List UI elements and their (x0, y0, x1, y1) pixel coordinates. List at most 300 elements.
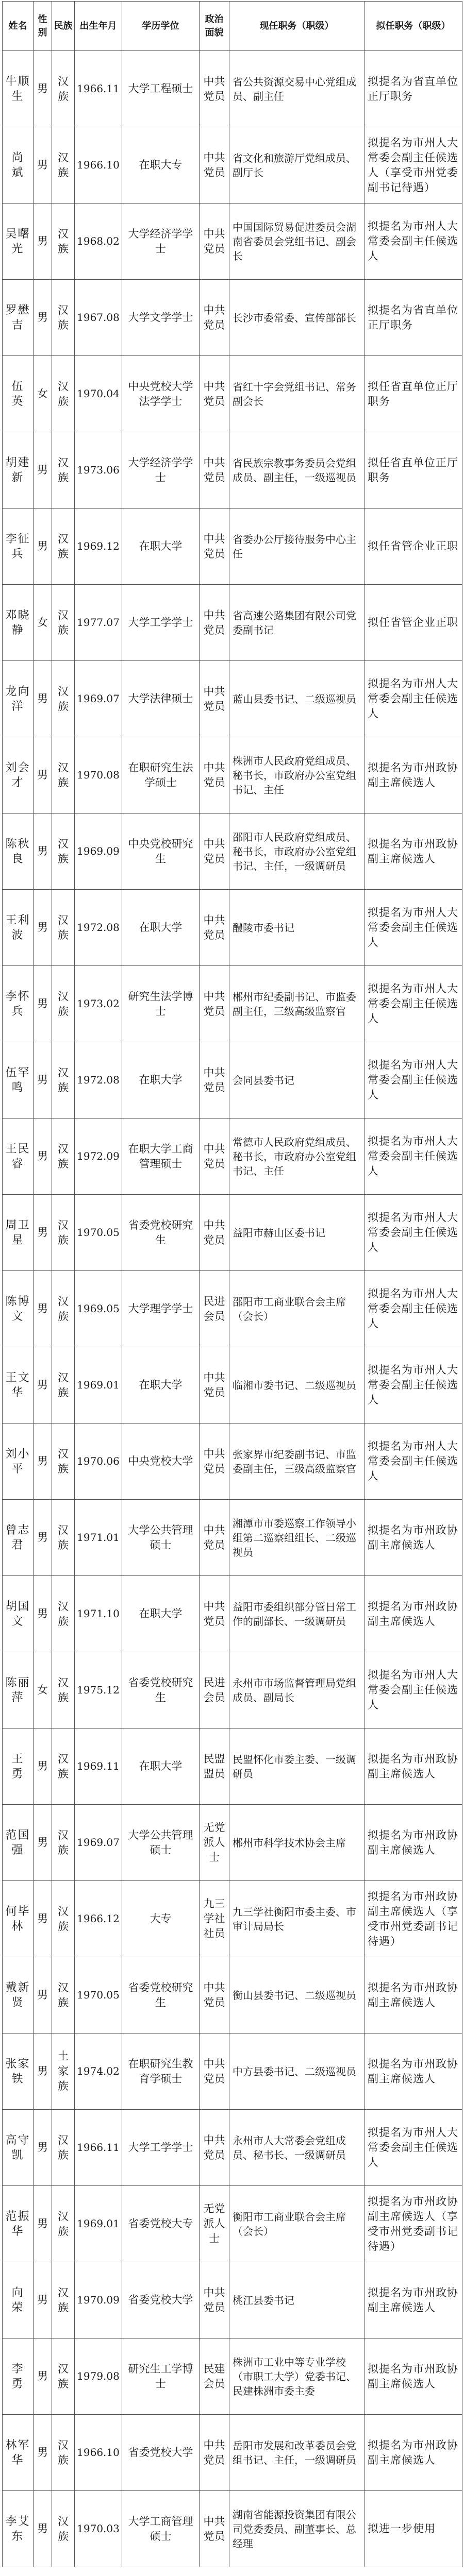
cell-gender: 男 (34, 2033, 52, 2110)
cell-education: 在职大学 (122, 1042, 200, 1118)
cell-gender: 男 (34, 1347, 52, 1423)
cell-ethnicity: 汉族 (52, 1500, 75, 1576)
cell-gender: 女 (34, 356, 52, 432)
table-row (3, 814, 462, 890)
cell-birth: 1966.12 (75, 1881, 122, 1957)
cell-name: 陈博文 (3, 1271, 34, 1347)
cell-name: 高守凯 (3, 2110, 34, 2186)
cell-ethnicity: 汉族 (52, 2186, 75, 2262)
cell-ethnicity: 汉族 (52, 2491, 75, 2567)
cell-party: 中共党员 (200, 509, 229, 585)
cell-party: 中共党员 (200, 966, 229, 1042)
cell-gender: 男 (34, 1728, 52, 1805)
cell-nominated-position: 拟提名为市州人大常委会副主任候选人 (364, 1347, 462, 1423)
cell-gender: 男 (34, 51, 52, 127)
cell-current-position: 郴州市纪委副书记、市监委副主任，三级高级监察官 (229, 966, 364, 1042)
cell-party: 中共党员 (200, 1347, 229, 1423)
table-row (3, 2110, 462, 2186)
cell-name: 伍罕鸣 (3, 1042, 34, 1118)
cell-birth: 1969.11 (75, 1728, 122, 1805)
cell-nominated-position: 拟提名为市州政协副主席候选人 (364, 1500, 462, 1576)
cell-gender: 男 (34, 432, 52, 509)
cell-nominated-position: 拟任省管企业正职 (364, 509, 462, 585)
cell-birth: 1970.04 (75, 356, 122, 432)
cell-birth: 1975.12 (75, 1652, 122, 1728)
cell-name: 曾志君 (3, 1500, 34, 1576)
cell-party: 中共党员 (200, 1576, 229, 1652)
cell-gender: 男 (34, 890, 52, 966)
table-row (3, 1652, 462, 1728)
cell-gender: 男 (34, 2262, 52, 2338)
cell-gender: 男 (34, 1805, 52, 1881)
cell-name: 李征兵 (3, 509, 34, 585)
cell-party: 中共党员 (200, 2110, 229, 2186)
cell-ethnicity: 汉族 (52, 356, 75, 432)
cell-birth: 1973.06 (75, 432, 122, 509)
cell-name: 何毕林 (3, 1881, 34, 1957)
cell-gender: 女 (34, 1652, 52, 1728)
table-row (3, 737, 462, 814)
cell-ethnicity: 汉族 (52, 1042, 75, 1118)
cell-party: 中共党员 (200, 204, 229, 280)
cell-party: 中共党员 (200, 1957, 229, 2033)
cell-party: 中共党员 (200, 1500, 229, 1576)
cell-birth: 1979.08 (75, 2338, 122, 2415)
table-row (3, 966, 462, 1042)
cell-gender: 男 (34, 966, 52, 1042)
cell-birth: 1967.08 (75, 280, 122, 356)
cell-ethnicity: 汉族 (52, 2262, 75, 2338)
cell-gender: 男 (34, 2186, 52, 2262)
table-row (3, 1805, 462, 1881)
cell-current-position: 张家界市纪委副书记、市监委副主任，三级高级监察官 (229, 1423, 364, 1500)
cell-gender: 男 (34, 814, 52, 890)
cell-ethnicity: 汉族 (52, 1728, 75, 1805)
cell-ethnicity: 汉族 (52, 1957, 75, 2033)
cell-birth: 1977.07 (75, 585, 122, 661)
header-current-position: 现任职务（职级） (229, 2, 364, 51)
cell-nominated-position: 拟提名为市州政协副主席候选人 (364, 1576, 462, 1652)
table-row (3, 432, 462, 509)
cell-ethnicity: 土家族 (52, 2033, 75, 2110)
cell-nominated-position: 拟提名为市州政协副主席候选人 (364, 2415, 462, 2491)
cell-ethnicity: 汉族 (52, 51, 75, 127)
cell-ethnicity: 汉族 (52, 1805, 75, 1881)
cell-name: 张家铁 (3, 2033, 34, 2110)
table-row (3, 585, 462, 661)
cell-current-position: 临湘市委书记、二级巡视员 (229, 1347, 364, 1423)
cell-nominated-position: 拟提名为市州政协副主席候选人 (364, 737, 462, 814)
cell-ethnicity: 汉族 (52, 432, 75, 509)
cell-birth: 1966.11 (75, 2110, 122, 2186)
cell-birth: 1966.10 (75, 2415, 122, 2491)
table-row (3, 356, 462, 432)
table-row (3, 1195, 462, 1271)
cell-name: 戴新贤 (3, 1957, 34, 2033)
cell-education: 大学公共管理硕士 (122, 1805, 200, 1881)
cell-ethnicity: 汉族 (52, 2338, 75, 2415)
cell-party: 中共党员 (200, 1423, 229, 1500)
cell-nominated-position: 拟提名为市州人大常委会副主任候选人 (364, 1042, 462, 1118)
cell-name: 王文华 (3, 1347, 34, 1423)
cell-ethnicity: 汉族 (52, 280, 75, 356)
cell-party: 民进会员 (200, 1652, 229, 1728)
cell-current-position: 湘潭市市委巡察工作领导小组第二巡察组组长、二级巡视员 (229, 1500, 364, 1576)
cell-current-position: 邵阳市工商业联合会主席（会长） (229, 1271, 364, 1347)
cell-current-position: 省文化和旅游厅党组成员、副厅长 (229, 127, 364, 204)
cell-nominated-position: 拟提名为市州政协副主席候选人（享受市州党委副书记待遇） (364, 1881, 462, 1957)
cell-birth: 1969.07 (75, 1805, 122, 1881)
table-row (3, 127, 462, 204)
cell-party: 中共党员 (200, 356, 229, 432)
table-row (3, 661, 462, 737)
header-education: 学历学位 (122, 2, 200, 51)
table-row (3, 204, 462, 280)
cell-birth: 1970.06 (75, 1423, 122, 1500)
cell-name: 李怀兵 (3, 966, 34, 1042)
table-row (3, 1347, 462, 1423)
cell-party: 中共党员 (200, 432, 229, 509)
cell-nominated-position: 拟提名为市州人大常委会副主任候选人 (364, 1423, 462, 1500)
cell-ethnicity: 汉族 (52, 1881, 75, 1957)
cell-name: 范振华 (3, 2186, 34, 2262)
cell-name: 李 勇 (3, 2338, 34, 2415)
table-row (3, 1118, 462, 1195)
cell-name: 李艾东 (3, 2491, 34, 2567)
cell-nominated-position: 拟提名为市州人大常委会副主任候选人 (364, 1271, 462, 1347)
cell-current-position: 常德市人民政府党组成员、秘书长，市政府办公室党组书记、主任 (229, 1118, 364, 1195)
cell-name: 牛顺生 (3, 51, 34, 127)
cell-name: 吴曙光 (3, 204, 34, 280)
cell-party: 无党派人士 (200, 1805, 229, 1881)
cell-birth: 1972.08 (75, 890, 122, 966)
cell-birth: 1971.01 (75, 1500, 122, 1576)
cell-name: 周卫星 (3, 1195, 34, 1271)
cell-party: 民进会员 (200, 1271, 229, 1347)
cell-nominated-position: 拟提名为市州政协副主席候选人 (364, 1805, 462, 1881)
cell-education: 在职研究生法学硕士 (122, 737, 200, 814)
cell-education: 在职大学 (122, 1576, 200, 1652)
cell-education: 大学经济学学士 (122, 432, 200, 509)
cell-current-position: 益阳市委组织部分管日常工作的副部长、一级调研员 (229, 1576, 364, 1652)
cell-party: 中共党员 (200, 2415, 229, 2491)
cell-ethnicity: 汉族 (52, 1271, 75, 1347)
cell-current-position: 省红十字会党组书记、常务副会长 (229, 356, 364, 432)
cell-current-position: 醴陵市委书记 (229, 890, 364, 966)
cell-gender: 男 (34, 1195, 52, 1271)
cell-current-position: 株洲市工业中等专业学校（市职工大学）党委书记、民建株洲市委主委 (229, 2338, 364, 2415)
cell-birth: 1970.08 (75, 737, 122, 814)
cell-education: 在职大学工商管理硕士 (122, 1118, 200, 1195)
table-row (3, 1728, 462, 1805)
cell-party: 九三学社社员 (200, 1881, 229, 1957)
cell-current-position: 株洲市人民政府党组成员、秘书长，市政府办公室党组书记、主任 (229, 737, 364, 814)
cell-name: 王利波 (3, 890, 34, 966)
cell-party: 中共党员 (200, 737, 229, 814)
cell-birth: 1972.08 (75, 1042, 122, 1118)
cell-nominated-position: 拟提名为市州政协副主席候选人 (364, 1728, 462, 1805)
cell-name: 王民睿 (3, 1118, 34, 1195)
candidate-table (2, 1, 462, 2567)
cell-gender: 女 (34, 585, 52, 661)
table-body (3, 51, 462, 2567)
cell-ethnicity: 汉族 (52, 204, 75, 280)
cell-party: 民盟盟员 (200, 1728, 229, 1805)
cell-gender: 男 (34, 1881, 52, 1957)
cell-current-position: 桃江县委书记 (229, 2262, 364, 2338)
cell-current-position: 九三学社衡阳市委主委、市审计局局长 (229, 1881, 364, 1957)
cell-gender: 男 (34, 1042, 52, 1118)
cell-education: 在职大专 (122, 127, 200, 204)
cell-current-position: 中国国际贸易促进委员会湖南省委员会党组书记、副会长 (229, 204, 364, 280)
cell-education: 大学经济学学士 (122, 204, 200, 280)
cell-name: 向 荣 (3, 2262, 34, 2338)
cell-birth: 1970.03 (75, 2491, 122, 2567)
cell-nominated-position: 拟提名为市州人大常委会副主任候选人 (364, 966, 462, 1042)
cell-name: 胡建新 (3, 432, 34, 509)
cell-current-position: 长沙市委常委、宣传部部长 (229, 280, 364, 356)
cell-gender: 男 (34, 737, 52, 814)
cell-current-position: 郴州市科学技术协会主席 (229, 1805, 364, 1881)
cell-ethnicity: 汉族 (52, 2110, 75, 2186)
cell-birth: 1969.05 (75, 1271, 122, 1347)
cell-nominated-position: 拟提名为省直单位正厅职务 (364, 51, 462, 127)
cell-ethnicity: 汉族 (52, 1576, 75, 1652)
table-row (3, 2186, 462, 2262)
cell-name: 罗懋吉 (3, 280, 34, 356)
cell-ethnicity: 汉族 (52, 814, 75, 890)
cell-name: 伍 英 (3, 356, 34, 432)
cell-nominated-position: 拟任省管企业正职 (364, 585, 462, 661)
table-row (3, 51, 462, 127)
table-row (3, 2338, 462, 2415)
cell-current-position: 衡阳市工商业联合会主席（会长） (229, 2186, 364, 2262)
cell-name: 范国强 (3, 1805, 34, 1881)
table-row (3, 1271, 462, 1347)
cell-name: 陈丽萍 (3, 1652, 34, 1728)
cell-nominated-position: 拟提名为市州人大常委会副主任候选人 (364, 204, 462, 280)
cell-birth: 1972.09 (75, 1118, 122, 1195)
cell-gender: 男 (34, 1423, 52, 1500)
table-row (3, 1423, 462, 1500)
cell-nominated-position: 拟提名为市州人大常委会副主任候选人 (364, 1195, 462, 1271)
cell-ethnicity: 汉族 (52, 509, 75, 585)
cell-party: 中共党员 (200, 1195, 229, 1271)
cell-gender: 男 (34, 204, 52, 280)
cell-party: 中共党员 (200, 661, 229, 737)
table-row (3, 1881, 462, 1957)
cell-ethnicity: 汉族 (52, 2415, 75, 2491)
cell-party: 中共党员 (200, 127, 229, 204)
header-name: 姓名 (3, 2, 34, 51)
cell-education: 中央党校大学法学学士 (122, 356, 200, 432)
cell-nominated-position: 拟提名为市州政协副主席候选人（享受市州党委副书记待遇） (364, 2186, 462, 2262)
cell-name: 龙向洋 (3, 661, 34, 737)
cell-birth: 1973.02 (75, 966, 122, 1042)
cell-nominated-position: 拟提名为市州政协副主席候选人 (364, 1957, 462, 2033)
header-gender: 性别 (34, 2, 52, 51)
cell-nominated-position: 拟提名为市州人大常委会副主任候选人（享受市州党委副书记待遇） (364, 127, 462, 204)
cell-ethnicity: 汉族 (52, 737, 75, 814)
cell-name: 刘小平 (3, 1423, 34, 1500)
cell-party: 无党派人士 (200, 2186, 229, 2262)
table-row (3, 890, 462, 966)
cell-education: 在职大学 (122, 1728, 200, 1805)
cell-gender: 男 (34, 1118, 52, 1195)
cell-nominated-position: 拟任省直单位正厅职务 (364, 432, 462, 509)
table-row (3, 1500, 462, 1576)
cell-gender: 男 (34, 2491, 52, 2567)
cell-birth: 1970.05 (75, 1957, 122, 2033)
cell-education: 中央党校大学 (122, 1423, 200, 1500)
cell-party: 中共党员 (200, 51, 229, 127)
cell-gender: 男 (34, 509, 52, 585)
cell-education: 大学工程硕士 (122, 51, 200, 127)
cell-education: 省委党校研究生 (122, 1957, 200, 2033)
cell-current-position: 邵阳市人民政府党组成员、秘书长，市政府办公室党组书记、主任，一级调研员 (229, 814, 364, 890)
cell-nominated-position: 拟提名为市州人大常委会副主任候选人 (364, 1118, 462, 1195)
cell-nominated-position: 拟提名为市州政协副主席候选人 (364, 2262, 462, 2338)
cell-current-position: 会同县委书记 (229, 1042, 364, 1118)
cell-birth: 1971.10 (75, 1576, 122, 1652)
cell-name: 邓晓静 (3, 585, 34, 661)
cell-nominated-position: 拟进一步使用 (364, 2491, 462, 2567)
cell-birth: 1970.05 (75, 1195, 122, 1271)
cell-party: 中共党员 (200, 2262, 229, 2338)
cell-party: 中共党员 (200, 814, 229, 890)
cell-current-position: 中方县委书记、二级巡视员 (229, 2033, 364, 2110)
cell-education: 省委党校研究生 (122, 1652, 200, 1728)
cell-current-position: 蓝山县委书记、二级巡视员 (229, 661, 364, 737)
cell-party: 民建会员 (200, 2338, 229, 2415)
cell-ethnicity: 汉族 (52, 890, 75, 966)
cell-ethnicity: 汉族 (52, 1118, 75, 1195)
cell-education: 大学理学学士 (122, 1271, 200, 1347)
table-row (3, 2262, 462, 2338)
table-row (3, 280, 462, 356)
table-header (3, 2, 462, 51)
cell-gender: 男 (34, 2110, 52, 2186)
header-birth: 出生年月 (75, 2, 122, 51)
cell-ethnicity: 汉族 (52, 1423, 75, 1500)
cell-current-position: 衡山县委书记、二级巡视员 (229, 1957, 364, 2033)
cell-current-position: 民盟怀化市委主委、一级调研员 (229, 1728, 364, 1805)
cell-education: 大学法律硕士 (122, 661, 200, 737)
cell-current-position: 省高速公路集团有限公司党委副书记 (229, 585, 364, 661)
cell-party: 中共党员 (200, 1042, 229, 1118)
cell-name: 林军华 (3, 2415, 34, 2491)
table-row (3, 2415, 462, 2491)
cell-education: 在职研究生教育学硕士 (122, 2033, 200, 2110)
cell-party: 中共党员 (200, 585, 229, 661)
cell-education: 大专 (122, 1881, 200, 1957)
cell-education: 省委党校大学 (122, 2415, 200, 2491)
cell-nominated-position: 拟提名为市州人大常委会副主任候选人 (364, 890, 462, 966)
cell-education: 大学公共管理硕士 (122, 1500, 200, 1576)
cell-current-position: 岳阳市发展和改革委员会党组书记、主任，一级调研员 (229, 2415, 364, 2491)
cell-gender: 男 (34, 661, 52, 737)
cell-education: 研究生工学博士 (122, 2338, 200, 2415)
cell-current-position: 省公共资源交易中心党组成员、副主任 (229, 51, 364, 127)
cell-nominated-position: 拟提名为市州政协副主席候选人 (364, 814, 462, 890)
cell-gender: 男 (34, 280, 52, 356)
cell-education: 省委党校大学 (122, 2262, 200, 2338)
table-row (3, 1957, 462, 2033)
cell-nominated-position: 拟提名为市州政协副主席候选人 (364, 2033, 462, 2110)
cell-current-position: 省民族宗教事务委员会党组成员、副主任，一级巡视员 (229, 432, 364, 509)
cell-nominated-position: 拟提名为市州人大常委会副主任候选人 (364, 2110, 462, 2186)
cell-ethnicity: 汉族 (52, 966, 75, 1042)
cell-birth: 1969.01 (75, 2186, 122, 2262)
cell-name: 陈秋良 (3, 814, 34, 890)
cell-education: 大学工学学士 (122, 585, 200, 661)
cell-current-position: 永州市市场监督管理局党组成员、副局长 (229, 1652, 364, 1728)
cell-nominated-position: 拟提名为市州政协副主席候选人 (364, 2338, 462, 2415)
cell-education: 省委党校大专 (122, 2186, 200, 2262)
header-party: 政治面貌 (200, 2, 229, 51)
cell-gender: 男 (34, 1271, 52, 1347)
cell-nominated-position: 拟任省直单位正厅职务 (364, 356, 462, 432)
cell-name: 刘会才 (3, 737, 34, 814)
cell-party: 中共党员 (200, 890, 229, 966)
cell-nominated-position: 拟提名为市州人大常委会副主任候选人 (364, 661, 462, 737)
cell-current-position: 益阳市赫山区委书记 (229, 1195, 364, 1271)
cell-ethnicity: 汉族 (52, 661, 75, 737)
cell-birth: 1970.09 (75, 2262, 122, 2338)
cell-birth: 1968.02 (75, 204, 122, 280)
cell-party: 中共党员 (200, 2033, 229, 2110)
header-ethnicity: 民族 (52, 2, 75, 51)
cell-gender: 男 (34, 1500, 52, 1576)
cell-education: 研究生法学博士 (122, 966, 200, 1042)
cell-name: 尚 斌 (3, 127, 34, 204)
cell-birth: 1969.12 (75, 509, 122, 585)
cell-education: 在职大学 (122, 1347, 200, 1423)
cell-education: 大学工商管理硕士 (122, 2491, 200, 2567)
cell-gender: 男 (34, 127, 52, 204)
cell-nominated-position: 拟提名为市州人大常委会副主任候选人 (364, 1652, 462, 1728)
cell-gender: 男 (34, 1957, 52, 2033)
cell-name: 胡国文 (3, 1576, 34, 1652)
cell-birth: 1969.09 (75, 814, 122, 890)
cell-current-position: 省委办公厅接待服务中心主任 (229, 509, 364, 585)
cell-education: 大学文学学士 (122, 280, 200, 356)
cell-current-position: 湖南省能源投资集团有限公司党委委员、副董事长、总经理 (229, 2491, 364, 2567)
cell-ethnicity: 汉族 (52, 1652, 75, 1728)
cell-gender: 男 (34, 2338, 52, 2415)
cell-party: 中共党员 (200, 2491, 229, 2567)
cell-current-position: 永州市人大常委会党组成员、秘书长、一级调研员 (229, 2110, 364, 2186)
cell-education: 在职大学 (122, 890, 200, 966)
table-row (3, 2033, 462, 2110)
cell-education: 中央党校研究生 (122, 814, 200, 890)
cell-ethnicity: 汉族 (52, 127, 75, 204)
cell-gender: 男 (34, 2415, 52, 2491)
header-nominated-position: 拟任职务（职级） (364, 2, 462, 51)
cell-party: 中共党员 (200, 280, 229, 356)
cell-name: 王 勇 (3, 1728, 34, 1805)
cell-gender: 男 (34, 1576, 52, 1652)
cell-party: 中共党员 (200, 1118, 229, 1195)
cell-ethnicity: 汉族 (52, 1195, 75, 1271)
cell-birth: 1969.07 (75, 661, 122, 737)
cell-birth: 1974.02 (75, 2033, 122, 2110)
cell-ethnicity: 汉族 (52, 585, 75, 661)
table-row (3, 1576, 462, 1652)
cell-birth: 1966.10 (75, 127, 122, 204)
cell-nominated-position: 拟提名为省直单位正厅职务 (364, 280, 462, 356)
cell-education: 大学工学学士 (122, 2110, 200, 2186)
